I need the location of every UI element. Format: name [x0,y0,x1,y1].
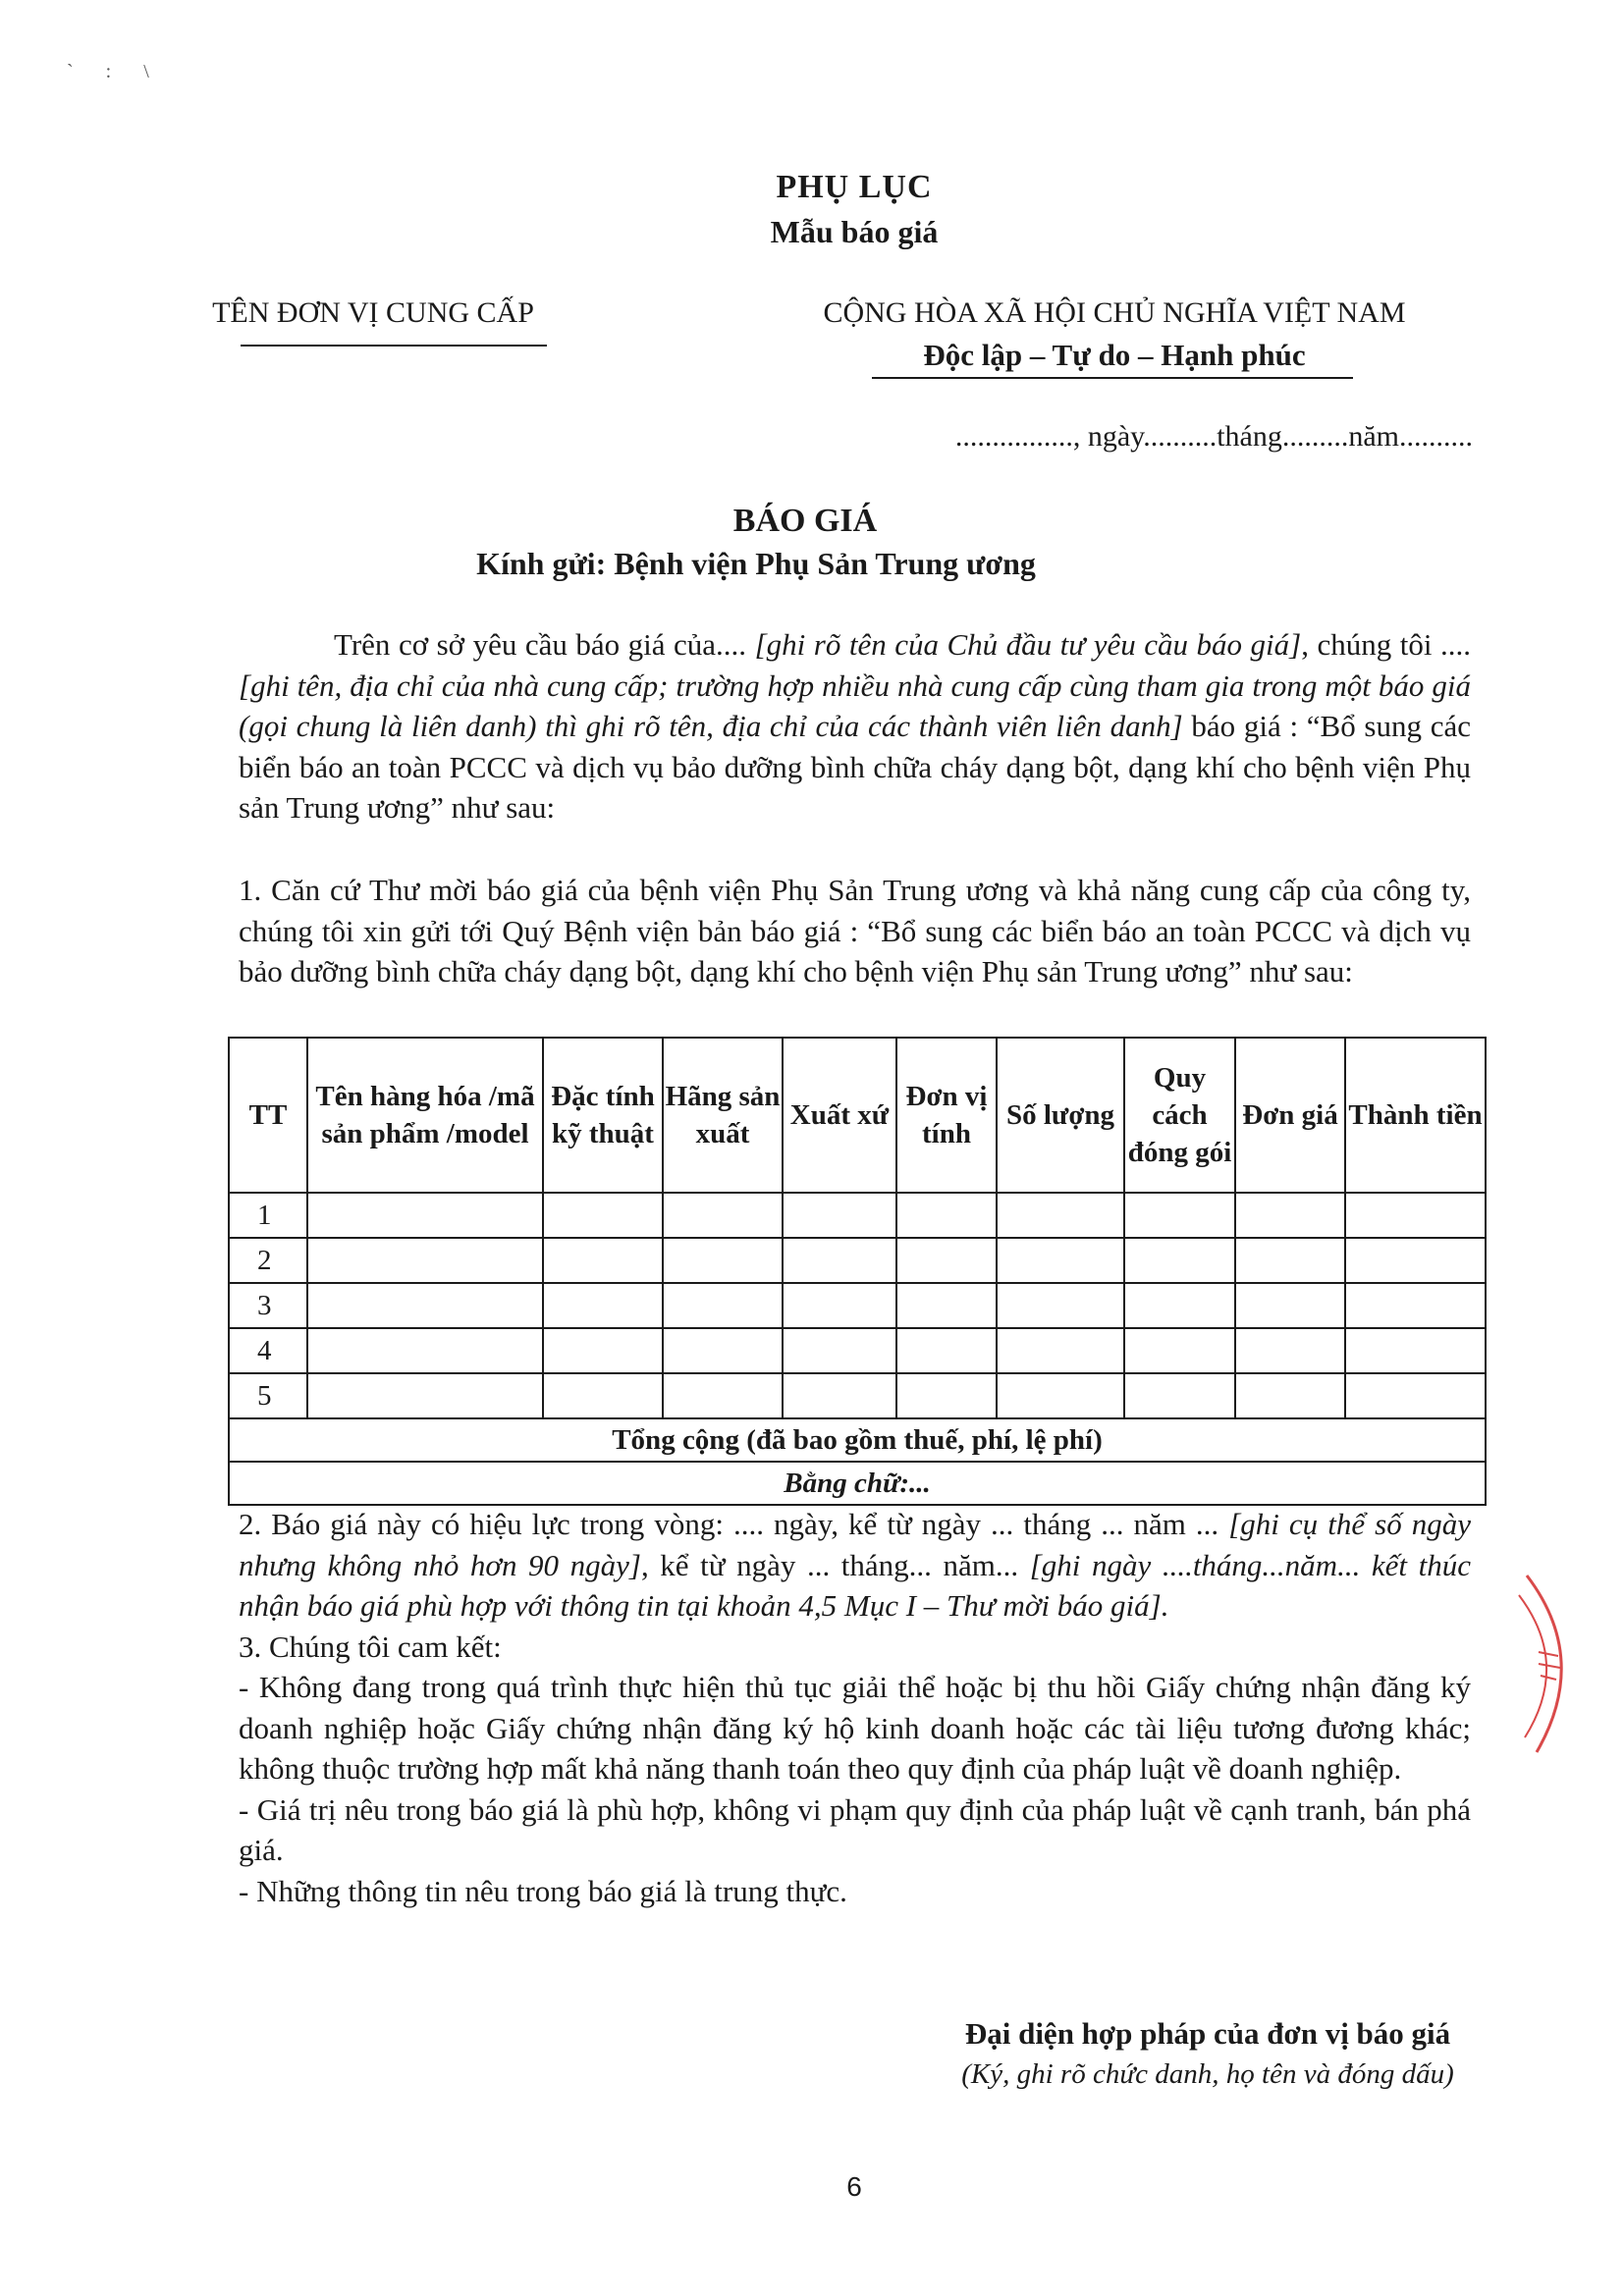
col-header-unit: Đơn vị tính [896,1038,997,1193]
table-row [229,1283,1486,1328]
amount-in-words: Bằng chữ:... [229,1462,1486,1505]
col-header-tt: TT [229,1038,307,1193]
col-header-origin: Xuất xứ [783,1038,896,1193]
signature-title: Đại diện hợp pháp của đơn vị báo giá [964,2016,1451,2051]
point-2-note: [ghi ngày ....tháng...năm... kết thúc nhận báo giá phù hợp với thông tin tại khoản 4,5 Mục I – Thư mời báo giá] [239,1547,1471,1623]
col-header-name: Tên hàng hóa /mã sản phẩm /model [307,1038,543,1193]
intro-text: Trên cơ sở yêu cầu báo giá của.... [334,627,755,662]
row-number: 1 [229,1193,307,1238]
point-2-end: . [1161,1588,1169,1623]
col-header-amount: Thành tiền [1345,1038,1486,1193]
point-2-note: [ghi cụ thể số ngày nhưng không nhỏ hơn 90 ngày] [239,1507,1471,1582]
motto-underline [872,377,1353,379]
country-name: CỘNG HÒA XÃ HỘI CHỦ NGHĨA VIỆT NAM [823,296,1406,329]
appendix-subtitle: Mẫu báo giá [770,214,939,249]
table-header-row [229,1038,1486,1193]
point-2-text: , kể từ ngày ... tháng... năm... [640,1547,1030,1582]
row-number: 2 [229,1238,307,1283]
signature-note: (Ký, ghi rõ chức danh, họ tên và đóng dấu) [961,2058,1454,2090]
supplier-underline [241,345,547,347]
date-line: ................, ngày..........tháng.........năm.......... [954,420,1473,453]
col-header-packing: Quy cách đóng gói [1124,1038,1235,1193]
point-1-paragraph: 1. Căn cứ Thư mời báo giá của bệnh viện Phụ Sản Trung ương và khả năng cung cấp của công ty, chúng tôi xin gửi tới Quý Bệnh viện bản báo giá : “Bổ sung các biển báo an toàn PCCC và dịch vụ bảo dưỡng bình chữa cháy dạng bột, dạng khí cho bệnh viện Phụ sản Trung ương” như sau: [239,873,1471,988]
commitments-block [239,1504,1471,1911]
appendix-title: PHỤ LỤC [776,169,933,205]
col-header-maker: Hãng sản xuất [663,1038,783,1193]
row-number: 3 [229,1283,307,1328]
commitment-1: - Không đang trong quá trình thực hiện thủ tục giải thể hoặc bị thu hồi Giấy chứng nhận đăng ký doanh nghiệp hoặc Giấy chứng nhận đăng ký hộ kinh doanh hoặc các tài liệu tương đương khác; không thuộc trường hợp mất khả năng thanh toán theo quy định của pháp luật về doanh nghiệp. [239,1670,1471,1786]
intro-text: , chúng tôi .... [1301,627,1471,662]
col-header-qty: Số lượng [997,1038,1124,1193]
row-number: 4 [229,1328,307,1373]
point-2-paragraph [239,1504,1471,1627]
commitment-2: - Giá trị nêu trong báo giá là phù hợp, không vi phạm quy định của pháp luật về cạnh tranh, bán phá giá. [239,1791,1471,1867]
col-header-price: Đơn giá [1235,1038,1345,1193]
quotation-table [228,1037,1487,1506]
total-row [229,1418,1486,1462]
table-row [229,1373,1486,1418]
table-row [229,1193,1486,1238]
supplier-name: TÊN ĐƠN VỊ CUNG CẤP [212,296,534,329]
scan-specks: ` : \ [67,61,163,82]
point-2-text: 2. Báo giá này có hiệu lực trong vòng: .... ngày, kể từ ngày ... tháng ... năm ... [239,1507,1229,1541]
intro-note: [ghi rõ tên của Chủ đầu tư yêu cầu báo giá] [754,627,1302,662]
total-label: Tổng cộng (đã bao gồm thuế, phí, lệ phí) [229,1418,1486,1462]
national-motto: Độc lập – Tự do – Hạnh phúc [923,338,1306,372]
document-title: BÁO GIÁ [732,503,878,539]
intro-text: báo giá : “Bổ sung các biển báo an toàn PCCC và dịch vụ bảo dưỡng bình chữa cháy dạng bột, dạng khí cho bệnh viện Phụ sản Trung ương” như sau: [239,709,1471,825]
col-header-spec: Đặc tính kỹ thuật [543,1038,663,1193]
in-words-row [229,1462,1486,1505]
table-row [229,1328,1486,1373]
intro-paragraph [239,624,1471,828]
point-3-heading: 3. Chúng tôi cam kết: [239,1629,502,1664]
commitment-3: - Những thông tin nêu trong báo giá là trung thực. [239,1873,847,1908]
intro-note: [ghi tên, địa chỉ của nhà cung cấp; trường hợp nhiều nhà cung cấp cùng tham gia trong một báo giá (gọi chung là liên danh) thì ghi rõ tên, địa chỉ của các thành viên liên danh] [239,667,1471,743]
partial-seal-stamp [1517,1566,1624,1762]
page-number: 6 [846,2171,862,2202]
table-row [229,1238,1486,1283]
row-number: 5 [229,1373,307,1418]
recipient-line: Kính gửi: Bệnh viện Phụ Sản Trung ương [476,546,1036,581]
